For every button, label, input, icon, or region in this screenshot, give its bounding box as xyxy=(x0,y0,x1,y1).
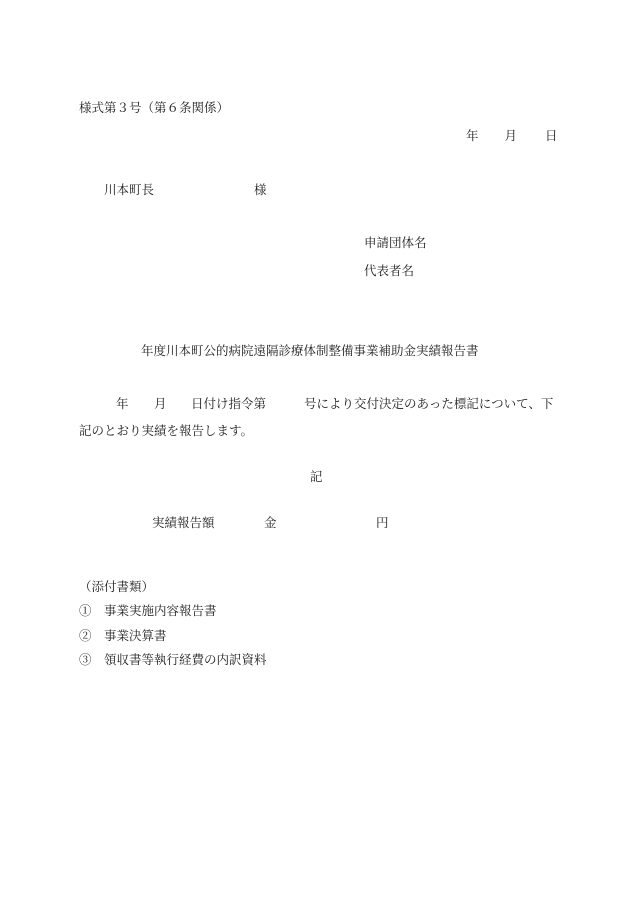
applicant-org-label: 申請団体名 xyxy=(364,235,427,250)
attachment-item: ③ 領収書等執行経費の内訳資料 xyxy=(79,652,267,667)
document-title: 年度川本町公的病院遠隔診療体制整備事業補助金実績報告書 xyxy=(141,343,479,358)
attachment-item: ① 事業実施内容報告書 xyxy=(79,603,217,618)
recipient-name: 川本町長 xyxy=(104,182,155,197)
amount-kin: 金 xyxy=(264,515,277,530)
body-day-ref: 日付け指令第 xyxy=(191,396,267,411)
date-line xyxy=(466,128,558,144)
body-number-rest: 号により交付決定のあった標記について、下 xyxy=(304,396,554,411)
date-day: 日 xyxy=(545,128,558,143)
applicant-rep-label: 代表者名 xyxy=(364,263,415,278)
recipient-honorific: 様 xyxy=(254,182,267,197)
attachments-heading: （添付書類） xyxy=(79,579,155,594)
attachment-item: ② 事業決算書 xyxy=(79,628,167,643)
body-year: 年 xyxy=(116,396,129,411)
amount-label: 実績報告額 xyxy=(152,515,215,530)
body-line-2: 記のとおり実績を報告します。 xyxy=(79,423,254,438)
ki-label: 記 xyxy=(310,469,323,484)
date-year: 年 xyxy=(466,128,479,143)
form-number: 様式第３号（第６条関係） xyxy=(79,100,230,115)
amount-yen: 円 xyxy=(376,515,389,530)
date-month: 月 xyxy=(504,128,518,143)
body-month: 月 xyxy=(154,396,167,411)
